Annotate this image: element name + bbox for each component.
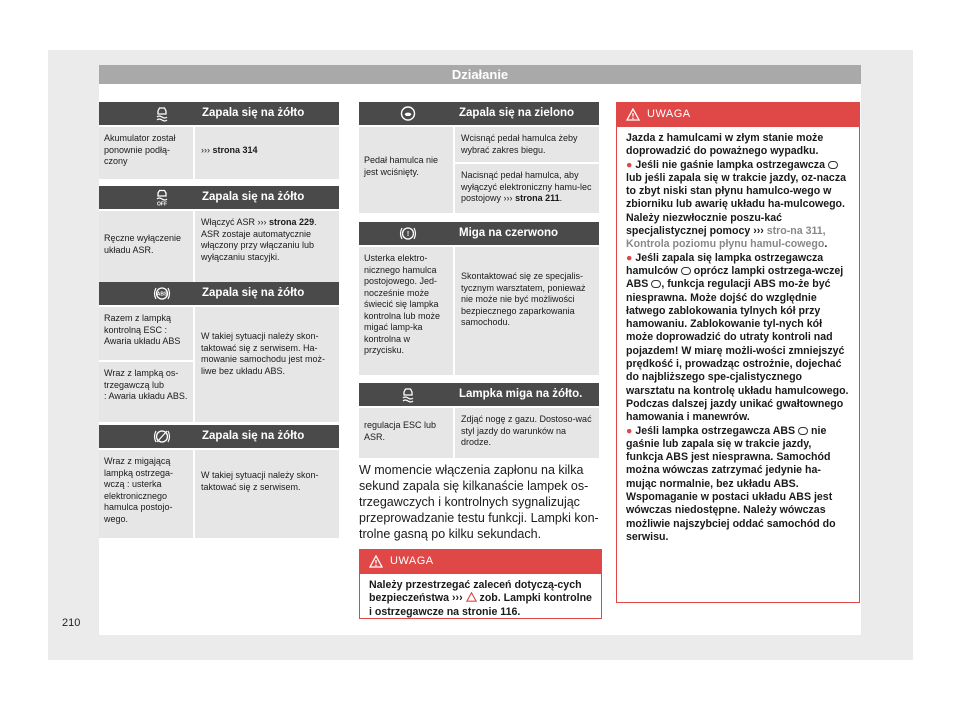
page-link[interactable]: stro-na 311, Kontrola poziomu płynu hamul-cowego — [626, 225, 826, 251]
cause-cell: Wraz z migającą lampką ostrzega-wczą : usterka elektronicznego hamulca postojo-wego. — [99, 450, 193, 538]
cause-cell-esc: Razem z lampką kontrolną ESC : Awaria układu ABS — [99, 307, 193, 360]
action-cell: Zdjąć nogę z gazu. Dostoso-wać styl jazdy do warunków na drodze. — [455, 408, 599, 458]
table-esc-blinking — [359, 383, 599, 458]
page-link[interactable]: strona 211 — [515, 193, 560, 203]
warning-bullet-2: ● Jeśli zapala się lampka ostrzegawcza hamulców oprócz lampki ostrzega-wczej ABS , funkcja regulacji ABS mo-że być niesprawna. Może dojść do względnie łatwego zablokowania tylnych kół przy hamowaniu. Zablokowanie tyl-nych kół może doprowadzić do utraty kontroli nad pojazdem! W miarę możli-wości zmniejszyć prędkość i, prowadząc ostrożnie, dojechać do najbliższego spe-cjalistycznego warsztatu na kontrolę układu hamulcowego. Podczas dalszej jazdy unikać gwałtownego hamowania i manewrów. — [626, 251, 849, 424]
table-row — [99, 450, 339, 538]
abs-icon — [153, 285, 171, 302]
brake-warning-icon — [828, 161, 838, 169]
cause-cell: Ręczne wyłączenie układu ASR. — [99, 211, 193, 287]
table-header — [99, 102, 339, 125]
warning-label: UWAGA — [390, 555, 434, 567]
page-number: 210 — [62, 617, 81, 629]
table-row — [99, 127, 339, 179]
foot-brake-icon — [399, 105, 417, 122]
page-link[interactable]: strona 229 — [269, 217, 315, 227]
table-title: Zapala się na żółto — [202, 430, 305, 442]
warning-text: Należy przestrzegać zaleceń dotyczą-cych bezpieczeństwa ››› zob. Lampki kontrolne i ostrzegawcze na stronie 116. — [369, 579, 592, 618]
esc-car-icon — [399, 386, 417, 403]
arrow-ref: ››› — [452, 592, 463, 605]
warning-box-large — [616, 102, 860, 603]
cause-cell: Usterka elektro-nicznego hamulca postojowego. Jed-nocześnie może świecić się lampka kontrolna lub może migać lamp-ka kontrolna w przycisku. — [359, 247, 453, 375]
table-row — [99, 211, 339, 287]
chapter-header — [99, 65, 861, 84]
page-link[interactable]: strona 314 — [212, 145, 258, 155]
action-cell: Skontaktować się ze specjalis-tycznym warsztatem, ponieważ nie może nie być możliwości bezpiecznego zaparkowania samochodu. — [455, 247, 599, 375]
svg-text:!: ! — [406, 231, 410, 238]
arrow-ref: ››› — [201, 145, 210, 155]
action-cell — [195, 127, 339, 179]
svg-text:OFF: OFF — [157, 201, 167, 206]
table-foot-brake-green — [359, 102, 599, 213]
table-abs-yellow — [99, 282, 339, 422]
cause-cell: Pedał hamulca nie jest wciśnięty. — [359, 127, 453, 213]
table-header — [99, 282, 339, 305]
warning-header — [617, 103, 859, 127]
table-row — [359, 408, 599, 458]
table-header — [99, 186, 339, 209]
esc-off-car-icon — [153, 189, 171, 206]
table-header — [99, 425, 339, 448]
arrow-ref: ››› — [753, 225, 764, 238]
arrow-ref: ››› — [503, 193, 513, 203]
abs-icon — [798, 427, 808, 435]
table-title: Zapala się na żółto — [202, 107, 305, 119]
svg-text:ABS: ABS — [156, 291, 168, 298]
action-cell-gear: Wcisnąć pedał hamulca żeby wybrać zakres biegu. — [455, 127, 599, 162]
brake-warning-icon — [681, 267, 691, 275]
warning-label: UWAGA — [647, 108, 691, 120]
action-cell-parking: Nacisnąć pedał hamulca, aby wyłączyć elektroniczny hamu-lec postojowy ››› strona 211. — [455, 164, 599, 213]
warning-intro: Jazda z hamulcami w złym stanie może doprowadzić do poważnego wypadku. — [626, 132, 824, 158]
body-paragraph: W momencie włączenia zapłonu na kilka sekund zapala się kilkanaście lampek os-trzegawczych i kontrolnych sygnalizując przeprowadzanie testu funkcji. Lampki kon-trolne gasną po kilku sekundach. — [359, 463, 599, 541]
table-title: Miga na czerwono — [459, 227, 559, 239]
table-header — [359, 102, 599, 125]
page-link[interactable]: zob. Lampki kontrolne i ostrzegawcze na stronie 116. — [369, 592, 592, 618]
warning-bullet-1: ● Jeśli nie gaśnie lampka ostrzegawcza lub jeśli zapala się w trakcie jazdy, oz-nacza to zbyt niski stan płynu hamulco-wego w zbiorniku lub awarię układu ha-mulcowego. Należy niezwłocznie poszu-kać specjalistycznej pomocy ››› stro-na 311, Kontrola poziomu płynu hamul-cowego. — [626, 158, 847, 251]
brake-warning-icon — [399, 225, 417, 242]
table-row — [99, 307, 339, 422]
table-brake-pad-yellow — [99, 425, 339, 538]
table-title: Zapala się na zielono — [459, 107, 575, 119]
table-title: Lampka miga na żółto. — [459, 388, 583, 400]
table-row — [359, 127, 599, 213]
action-cell: Włączyć ASR ››› strona 229. ASR zostaje automatycznie włączony przy włączaniu lub wyłączaniu stacyjki. — [195, 211, 339, 287]
action-cell: W takiej sytuacji należy skon-taktować się z serwisem. Ha-mowanie samochodu jest moż-liwe bez układu ABS. — [195, 307, 339, 422]
action-cell: W takiej sytuacji należy skon-taktować się z serwisem. — [195, 450, 339, 538]
warning-header — [360, 550, 601, 574]
table-title: Zapala się na żółto — [202, 287, 305, 299]
esc-car-icon — [153, 105, 171, 122]
table-title: Zapala się na żółto — [202, 191, 305, 203]
warning-box-small — [359, 549, 602, 619]
bullet-icon: ● — [626, 158, 633, 171]
chapter-title: Działanie — [451, 67, 509, 82]
warning-text — [617, 127, 859, 549]
cause-cell: Akumulator został ponownie podłą-czony — [99, 127, 193, 179]
arrow-ref: ››› — [257, 217, 267, 227]
bullet-icon: ● — [626, 424, 633, 437]
table-esc-yellow-1 — [99, 102, 339, 179]
cause-cell-brake: Wraz z lampką os-trzegawczą lub : Awaria układu ABS. — [99, 362, 193, 422]
warning-triangle-icon — [369, 555, 383, 568]
warning-triangle-icon — [626, 108, 640, 121]
table-header — [359, 383, 599, 406]
brake-pad-icon — [153, 428, 171, 445]
abs-icon — [651, 280, 661, 288]
table-header — [359, 222, 599, 245]
warning-triangle-icon — [466, 592, 477, 602]
cause-cell: regulacja ESC lub ASR. — [359, 408, 453, 458]
warning-bullet-3: ● Jeśli lampka ostrzegawcza ABS nie gaśnie lub zapala się w trakcie jazdy, funkcja ABS jest niesprawna. Samochód można wówczas zatrzymać jedynie ha-mując normalnie, bez układu ABS. Wspomaganie w postaci układu ABS jest wówczas niedostępne. Należy wówczas możliwie najszybciej oddać samochód do serwisu. — [626, 424, 836, 543]
table-brake-red — [359, 222, 599, 375]
bullet-icon: ● — [626, 251, 633, 264]
table-row — [359, 247, 599, 375]
table-asr-off-yellow — [99, 186, 339, 287]
